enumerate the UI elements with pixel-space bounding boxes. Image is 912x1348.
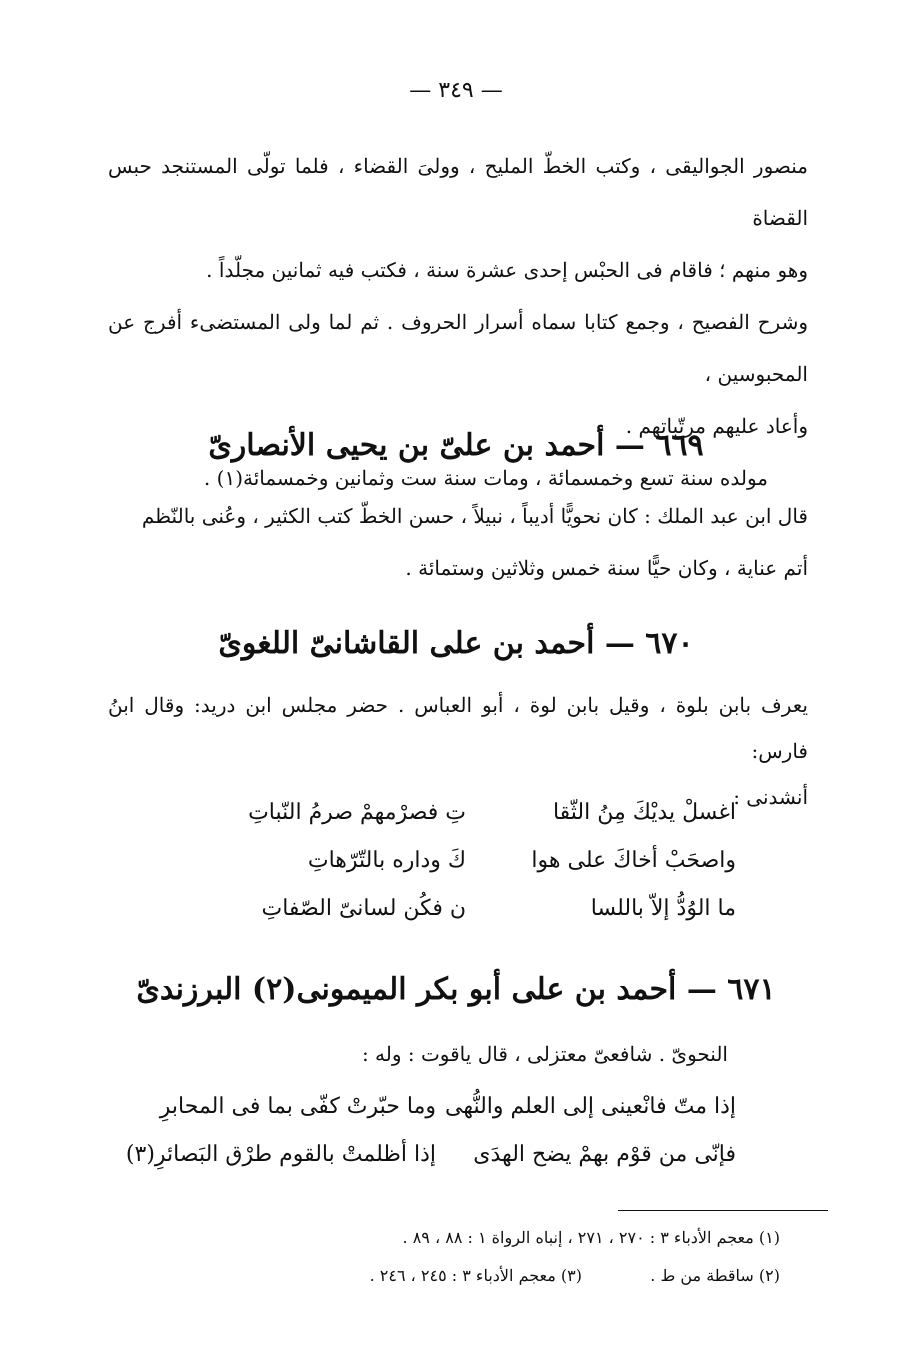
verse-second-hemistich: وما حبّرتْ كفّى بما فى المحابرِ bbox=[159, 1094, 436, 1119]
verse-first-hemistich: فإنّى من قوْم بهمْ يضح الهدَى bbox=[473, 1142, 736, 1167]
verse-first-hemistich: إذا متّ فانْعينى إلى العلم والنُّهى bbox=[444, 1094, 736, 1119]
text-line: وهو منهم ؛ فاقام فى الحبْس إحدى عشرة سنة ، فكتب فيه ثمانين مجلّداً . bbox=[206, 258, 808, 282]
verse-first-hemistich: اغسلْ يديْكَ مِنُ الثّقا bbox=[552, 800, 736, 825]
text-line: أنشدنى : bbox=[733, 785, 808, 809]
entry-669-body bbox=[108, 490, 808, 594]
entry-671-intro: النحوىّ . شافعىّ معتزلى ، قال ياقوت : وله : bbox=[361, 1042, 728, 1066]
footnote-2: (٢) ساقطة من ط . bbox=[650, 1266, 780, 1285]
footnote-divider bbox=[618, 1210, 828, 1211]
text-line: منصور الجواليقى ، وكتب الخطّ المليح ، وولىَ القضاء ، فلما تولّى المستنجد حبس القضاة bbox=[108, 154, 808, 230]
verse-second-hemistich: إذا أظلمتْ بالقوم طرْق البَصائرِ(٣) bbox=[125, 1142, 436, 1167]
verse-first-hemistich: واصحَبْ أخاكَ على هوا bbox=[531, 848, 736, 873]
entry-671-heading: ٦٧١ — أحمد بن على أبو بكر الميمونى(٢) البرزندىّ bbox=[136, 972, 776, 1007]
footnote-3: (٣) معجم الأدباء ٣ : ٢٤٥ ، ٢٤٦ . bbox=[369, 1266, 582, 1285]
verse-second-hemistich: تِ فصرْمهمْ صرمُ النّباتِ bbox=[248, 800, 466, 825]
verse-second-hemistich: ن فكُن لسانىّ الصّفاتِ bbox=[261, 896, 466, 921]
verse-first-hemistich: ما الوُدُّ إلاّ باللسا bbox=[590, 896, 736, 921]
text-line: أتم عناية ، وكان حيًّا سنة خمس وثلاثين وستمائة . bbox=[405, 556, 808, 580]
text-line: مولده سنة تسع وخمسمائة ، ومات سنة ست وثمانين وخمسمائة(١) . bbox=[203, 466, 768, 490]
page-number: — ٣٤٩ — bbox=[409, 78, 503, 103]
verse-second-hemistich: كَ وداره بالتّرّهاتِ bbox=[307, 848, 466, 873]
entry-669-heading: ٦٦٩ — أحمد بن علىّ بن يحيى الأنصارىّ bbox=[208, 428, 704, 463]
footnote-1: (١) معجم الأدباء ٣ : ٢٧٠ ، ٢٧١ ، إنباه الرواة ١ : ٨٨ ، ٨٩ . bbox=[402, 1228, 780, 1247]
text-line: يعرف بابن بلوة ، وقيل بابن لوة ، أبو العباس . حضر مجلس ابن دريد: وقال ابنُ فارس: bbox=[108, 693, 808, 763]
entry-670-heading: ٦٧٠ — أحمد بن على القاشانىّ اللغوىّ bbox=[218, 626, 694, 661]
text-line: قال ابن عبد الملك : كان نحويًّا أديباً ، نبيلاً ، حسن الخطّ كتب الكثير ، وعُنى بالنّظم bbox=[141, 504, 808, 528]
text-line: وأعاد عليهم مرتّباتهم . bbox=[625, 414, 808, 438]
text-line: وشرح الفصيح ، وجمع كتابا سماه أسرار الحروف . ثم لما ولى المستضىء أفرج عن المحبوسين ، bbox=[108, 310, 808, 386]
